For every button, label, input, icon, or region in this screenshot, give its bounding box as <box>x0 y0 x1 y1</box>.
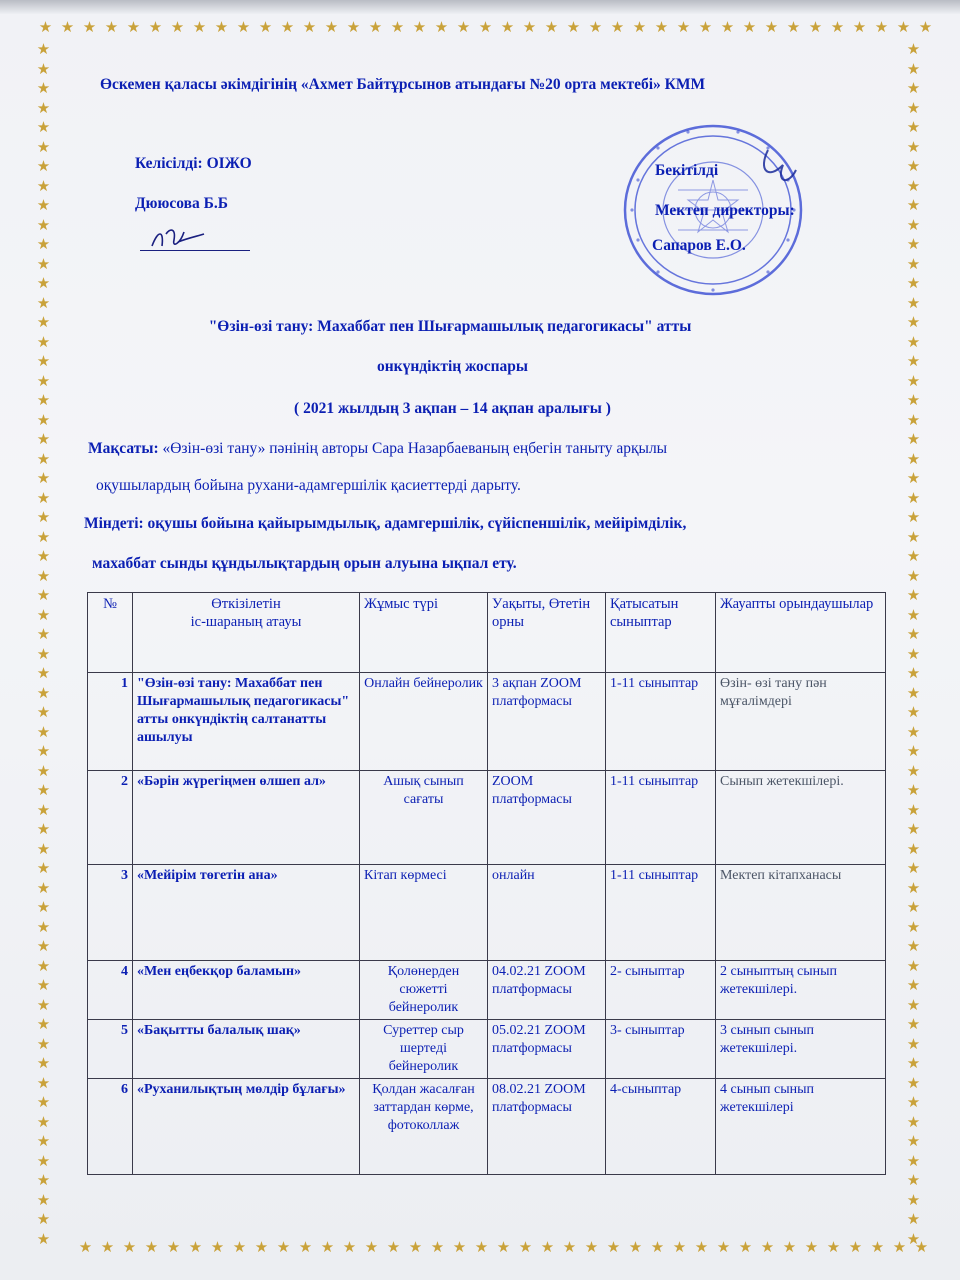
star-ornament: ★ <box>906 157 921 175</box>
row-num: 4 <box>88 961 133 1020</box>
row-name: «Бақытты балалық шақ» <box>133 1020 360 1079</box>
star-ornament: ★ <box>144 1238 159 1256</box>
row-name: «Руханилықтың мөлдір бұлағы» <box>133 1079 360 1175</box>
star-ornament: ★ <box>906 1229 921 1248</box>
star-ornament: ★ <box>36 98 51 117</box>
star-ornament: ★ <box>892 1238 907 1256</box>
star-ornament: ★ <box>698 18 713 36</box>
star-ornament: ★ <box>808 18 823 36</box>
star-ornament: ★ <box>36 683 51 702</box>
star-ornament: ★ <box>786 18 801 36</box>
star-ornament: ★ <box>870 1238 885 1256</box>
star-ornament: ★ <box>456 18 471 36</box>
star-ornament: ★ <box>906 313 921 331</box>
star-ornament: ★ <box>906 839 921 858</box>
star-ornament: ★ <box>36 137 51 156</box>
row-resp: 3 сынып сынып жетекшілері. <box>716 1020 886 1079</box>
star-ornament: ★ <box>826 1238 841 1256</box>
star-ornament: ★ <box>906 703 921 721</box>
star-ornament: ★ <box>36 547 51 565</box>
row-type: Қолөнерден сюжетті бейнеролик <box>360 961 488 1020</box>
signature-line <box>140 250 250 251</box>
star-ornament: ★ <box>906 371 921 390</box>
row-name: «Мен еңбекқор баламын» <box>133 961 360 1020</box>
star-ornament: ★ <box>36 118 51 136</box>
star-ornament: ★ <box>36 215 51 234</box>
star-ornament: ★ <box>36 469 51 487</box>
star-ornament: ★ <box>906 683 921 702</box>
star-ornament: ★ <box>906 937 921 955</box>
star-ornament: ★ <box>906 430 921 448</box>
star-ornament: ★ <box>36 196 51 214</box>
star-ornament: ★ <box>906 274 921 292</box>
star-ornament: ★ <box>906 508 921 526</box>
star-ornament: ★ <box>320 1238 335 1256</box>
row-classes: 4-сыныптар <box>606 1079 716 1175</box>
star-ornament: ★ <box>906 956 921 975</box>
star-ornament: ★ <box>906 137 921 156</box>
task-line1 <box>84 515 686 533</box>
star-ornament: ★ <box>36 1151 51 1170</box>
row-type: Кітап көрмесі <box>360 865 488 961</box>
star-ornament: ★ <box>654 18 669 36</box>
star-ornament: ★ <box>906 469 921 487</box>
star-ornament: ★ <box>36 956 51 975</box>
star-ornament: ★ <box>848 1238 863 1256</box>
star-ornament: ★ <box>906 196 921 214</box>
star-ornament: ★ <box>78 1238 93 1256</box>
row-name: «Бәрін жүрегіңмен өлшеп ал» <box>133 771 360 865</box>
star-ornament: ★ <box>906 59 921 78</box>
star-ornament: ★ <box>254 1238 269 1256</box>
row-classes: 3- сыныптар <box>606 1020 716 1079</box>
star-ornament: ★ <box>170 18 185 36</box>
star-ornament: ★ <box>804 1238 819 1256</box>
star-ornament: ★ <box>100 1238 115 1256</box>
plan-title-line1: "Өзін-өзі тану: Махаббат пен Шығармашылық педагогикасы" атты <box>208 318 692 335</box>
star-ornament: ★ <box>522 18 537 36</box>
star-ornament: ★ <box>906 995 921 1014</box>
star-ornament: ★ <box>36 254 51 273</box>
star-ornament: ★ <box>324 18 339 36</box>
star-ornament: ★ <box>36 1229 51 1248</box>
row-num: 2 <box>88 771 133 865</box>
star-ornament: ★ <box>540 1238 555 1256</box>
star-ornament: ★ <box>906 605 921 624</box>
table-row <box>88 1079 886 1175</box>
star-ornament: ★ <box>906 215 921 234</box>
row-classes: 1-11 сыныптар <box>606 673 716 771</box>
star-ornament: ★ <box>236 18 251 36</box>
header-name-line1: Өткізілетін <box>211 596 281 612</box>
star-ornament: ★ <box>906 332 921 351</box>
signature-left <box>148 226 208 252</box>
row-resp: 2 сыныптың сынып жетекшілері. <box>716 961 886 1020</box>
star-ornament: ★ <box>276 1238 291 1256</box>
star-ornament: ★ <box>906 1151 921 1170</box>
star-ornament: ★ <box>36 859 51 877</box>
star-ornament: ★ <box>906 1132 921 1150</box>
row-time: 04.02.21 ZOOM платформасы <box>488 961 606 1020</box>
star-ornament: ★ <box>36 449 51 468</box>
star-ornament: ★ <box>906 176 921 195</box>
row-classes: 1-11 сыныптар <box>606 865 716 961</box>
star-ornament: ★ <box>36 742 51 760</box>
row-name: «Мейірім төгетін ана» <box>133 865 360 961</box>
star-ornament: ★ <box>562 1238 577 1256</box>
star-ornament: ★ <box>906 410 921 429</box>
star-ornament: ★ <box>36 313 51 331</box>
star-ornament: ★ <box>36 79 51 97</box>
row-resp: Өзін- өзі тану пән мұғалімдері <box>716 673 886 771</box>
director-label: Мектеп директоры: <box>655 202 795 219</box>
row-num: 6 <box>88 1079 133 1175</box>
row-time: 3 ақпан ZOOM платформасы <box>488 673 606 771</box>
director-name: Сапаров Е.О. <box>652 237 746 254</box>
star-ornament: ★ <box>906 1054 921 1072</box>
page-top-shadow <box>0 0 960 14</box>
header-classes: Қатысатын сыныптар <box>606 593 716 673</box>
row-num: 1 <box>88 673 133 771</box>
star-ornament: ★ <box>188 1238 203 1256</box>
star-ornament: ★ <box>906 742 921 760</box>
header-name <box>133 593 360 673</box>
star-ornament: ★ <box>280 18 295 36</box>
star-ornament: ★ <box>906 1210 921 1228</box>
plan-title-line2: онкүндіктің жоспары <box>377 358 528 375</box>
goal-text2: оқушылардың бойына рухани-адамгершілік қасиеттерді дарыту. <box>96 477 521 494</box>
star-ornament: ★ <box>716 1238 731 1256</box>
star-ornament: ★ <box>430 1238 445 1256</box>
star-ornament: ★ <box>36 430 51 448</box>
row-num: 3 <box>88 865 133 961</box>
star-ornament: ★ <box>36 1073 51 1092</box>
star-ornament: ★ <box>126 18 141 36</box>
row-time: 05.02.21 ZOOM платформасы <box>488 1020 606 1079</box>
star-ornament: ★ <box>36 352 51 370</box>
star-ornament: ★ <box>36 625 51 643</box>
star-ornament: ★ <box>478 18 493 36</box>
header-time: Уақыты, Өтетін орны <box>488 593 606 673</box>
star-ornament: ★ <box>36 800 51 819</box>
star-ornament: ★ <box>906 722 921 741</box>
star-ornament: ★ <box>906 1171 921 1189</box>
row-type: Онлайн бейнеролик <box>360 673 488 771</box>
agreed-name: Дююсова Б.Б <box>135 195 228 212</box>
header-name-line2: іс-шараның атауы <box>190 614 302 630</box>
star-ornament: ★ <box>38 18 53 36</box>
row-time: 08.02.21 ZOOM платформасы <box>488 1079 606 1175</box>
star-ornament: ★ <box>650 1238 665 1256</box>
star-ornament: ★ <box>584 1238 599 1256</box>
star-ornament: ★ <box>36 176 51 195</box>
star-ornament: ★ <box>36 508 51 526</box>
row-type: Қолдан жасалған заттардан көрме, фотоколлаж <box>360 1079 488 1175</box>
row-type: Суреттер сыр шертеді бейнеролик <box>360 1020 488 1079</box>
star-ornament: ★ <box>36 410 51 429</box>
row-num: 5 <box>88 1020 133 1079</box>
star-ornament: ★ <box>610 18 625 36</box>
star-ornament: ★ <box>302 18 317 36</box>
star-ornament: ★ <box>36 371 51 390</box>
star-ornament: ★ <box>36 1112 51 1131</box>
goal-label: Мақсаты: <box>88 440 159 457</box>
star-ornament: ★ <box>544 18 559 36</box>
star-ornament: ★ <box>906 1112 921 1131</box>
task-label: Міндеті: <box>84 515 144 532</box>
star-ornament: ★ <box>474 1238 489 1256</box>
star-ornament: ★ <box>906 1093 921 1111</box>
star-ornament: ★ <box>36 274 51 292</box>
row-classes: 2- сыныптар <box>606 961 716 1020</box>
header-resp: Жауапты орындаушылар <box>716 593 886 673</box>
star-ornament: ★ <box>36 391 51 409</box>
star-ornament: ★ <box>906 1190 921 1209</box>
star-ornament: ★ <box>36 1171 51 1189</box>
star-ornament: ★ <box>906 235 921 253</box>
star-ornament: ★ <box>36 1210 51 1228</box>
star-ornament: ★ <box>36 937 51 955</box>
star-ornament: ★ <box>36 976 51 994</box>
star-ornament: ★ <box>210 1238 225 1256</box>
star-ornament: ★ <box>500 18 515 36</box>
table-row <box>88 673 886 771</box>
star-ornament: ★ <box>672 1238 687 1256</box>
star-ornament: ★ <box>782 1238 797 1256</box>
star-ornament: ★ <box>148 18 163 36</box>
star-ornament: ★ <box>36 839 51 858</box>
star-ornament: ★ <box>918 18 933 36</box>
star-ornament: ★ <box>676 18 691 36</box>
star-ornament: ★ <box>906 1015 921 1033</box>
star-ornament: ★ <box>566 18 581 36</box>
star-ornament: ★ <box>36 1093 51 1111</box>
star-ornament: ★ <box>606 1238 621 1256</box>
star-ornament: ★ <box>906 664 921 682</box>
star-ornament: ★ <box>364 1238 379 1256</box>
star-ornament: ★ <box>906 820 921 838</box>
row-time: онлайн <box>488 865 606 961</box>
star-ornament: ★ <box>628 1238 643 1256</box>
row-time: ZOOM платформасы <box>488 771 606 865</box>
star-ornament: ★ <box>104 18 119 36</box>
star-ornament: ★ <box>632 18 647 36</box>
star-ornament: ★ <box>36 605 51 624</box>
star-ornament: ★ <box>36 293 51 312</box>
star-ornament: ★ <box>36 59 51 78</box>
star-ornament: ★ <box>36 644 51 663</box>
star-ornament: ★ <box>36 1034 51 1053</box>
star-ornament: ★ <box>906 352 921 370</box>
star-ornament: ★ <box>906 527 921 546</box>
star-ornament: ★ <box>36 1054 51 1072</box>
star-ornament: ★ <box>258 18 273 36</box>
task-text2: махаббат сынды құндылықтардың орын алуына ықпал ету. <box>92 555 517 572</box>
header-num: № <box>88 593 133 673</box>
task-text1: оқушы бойына қайырымдылық, адамгершілік, сүйіспеншілік, мейірімділік, <box>147 515 687 532</box>
star-ornament: ★ <box>36 1132 51 1150</box>
star-ornament: ★ <box>694 1238 709 1256</box>
plan-title-line3: ( 2021 жылдың 3 ақпан – 14 ақпан аралығы ) <box>294 400 611 417</box>
star-ornament: ★ <box>518 1238 533 1256</box>
star-ornament: ★ <box>760 1238 775 1256</box>
star-ornament: ★ <box>342 1238 357 1256</box>
star-ornament: ★ <box>214 18 229 36</box>
star-ornament: ★ <box>764 18 779 36</box>
star-ornament: ★ <box>588 18 603 36</box>
star-ornament: ★ <box>36 527 51 546</box>
star-ornament: ★ <box>82 18 97 36</box>
table-header-row <box>88 593 886 673</box>
star-ornament: ★ <box>906 566 921 585</box>
star-ornament: ★ <box>36 157 51 175</box>
star-ornament: ★ <box>36 566 51 585</box>
star-ornament: ★ <box>906 391 921 409</box>
goal-line1 <box>88 440 667 458</box>
star-ornament: ★ <box>368 18 383 36</box>
table-row <box>88 771 886 865</box>
star-ornament: ★ <box>390 18 405 36</box>
star-ornament: ★ <box>906 1073 921 1092</box>
star-ornament: ★ <box>36 235 51 253</box>
star-ornament: ★ <box>906 449 921 468</box>
star-ornament: ★ <box>720 18 735 36</box>
star-ornament: ★ <box>742 18 757 36</box>
star-ornament: ★ <box>906 761 921 780</box>
star-ornament: ★ <box>874 18 889 36</box>
star-ornament: ★ <box>386 1238 401 1256</box>
star-ornament: ★ <box>298 1238 313 1256</box>
star-ornament: ★ <box>496 1238 511 1256</box>
star-ornament: ★ <box>896 18 911 36</box>
row-name: "Өзін-өзі тану: Махаббат пен Шығармашылық педагогикасы" атты онкүндіктің салтанатты ашылуы <box>133 673 360 771</box>
star-ornament: ★ <box>914 1238 929 1256</box>
star-ornament: ★ <box>36 586 51 604</box>
star-ornament: ★ <box>192 18 207 36</box>
agreed-label: Келісілді: ОІЖО <box>135 155 252 172</box>
star-ornament: ★ <box>36 917 51 936</box>
table-row <box>88 865 886 961</box>
star-ornament: ★ <box>906 781 921 799</box>
star-ornament: ★ <box>906 293 921 312</box>
star-ornament: ★ <box>36 995 51 1014</box>
star-ornament: ★ <box>36 761 51 780</box>
star-ornament: ★ <box>906 625 921 643</box>
star-ornament: ★ <box>36 781 51 799</box>
star-ornament: ★ <box>408 1238 423 1256</box>
star-ornament: ★ <box>906 118 921 136</box>
star-ornament: ★ <box>232 1238 247 1256</box>
star-ornament: ★ <box>36 488 51 507</box>
star-ornament: ★ <box>906 898 921 916</box>
table-row <box>88 1020 886 1079</box>
star-ornament: ★ <box>906 547 921 565</box>
header-type: Жұмыс түрі <box>360 593 488 673</box>
star-ornament: ★ <box>906 79 921 97</box>
goal-text1: «Өзін-өзі тану» пәнінің авторы Сара Назарбаеваның еңбегін таныту арқылы <box>162 440 668 457</box>
star-ornament: ★ <box>906 40 921 58</box>
star-ornament: ★ <box>906 800 921 819</box>
star-ornament: ★ <box>830 18 845 36</box>
star-ornament: ★ <box>36 898 51 916</box>
star-ornament: ★ <box>906 254 921 273</box>
star-ornament: ★ <box>36 722 51 741</box>
school-header: Өскемен қаласы әкімдігінің «Ахмет Байтұрсынов атындағы №20 орта мектебі» КММ <box>100 76 706 93</box>
star-ornament: ★ <box>36 332 51 351</box>
star-ornament: ★ <box>36 878 51 897</box>
star-ornament: ★ <box>906 976 921 994</box>
row-resp: Сынып жетекшілері. <box>716 771 886 865</box>
star-ornament: ★ <box>36 1190 51 1209</box>
star-ornament: ★ <box>36 1015 51 1033</box>
star-ornament: ★ <box>906 878 921 897</box>
star-ornament: ★ <box>906 586 921 604</box>
row-resp: Мектеп кітапханасы <box>716 865 886 961</box>
star-ornament: ★ <box>36 820 51 838</box>
star-ornament: ★ <box>412 18 427 36</box>
star-ornament: ★ <box>452 1238 467 1256</box>
star-ornament: ★ <box>738 1238 753 1256</box>
star-ornament: ★ <box>122 1238 137 1256</box>
plan-table <box>87 592 886 1175</box>
row-resp: 4 сынып сынып жетекшілері <box>716 1079 886 1175</box>
star-ornament: ★ <box>36 40 51 58</box>
star-ornament: ★ <box>906 488 921 507</box>
star-ornament: ★ <box>906 1034 921 1053</box>
star-ornament: ★ <box>60 18 75 36</box>
star-ornament: ★ <box>906 859 921 877</box>
row-type: Ашық сынып сағаты <box>360 771 488 865</box>
table-row <box>88 961 886 1020</box>
approved-label: Бекітілді <box>655 162 719 179</box>
star-ornament: ★ <box>346 18 361 36</box>
star-ornament: ★ <box>36 703 51 721</box>
star-ornament: ★ <box>36 664 51 682</box>
star-ornament: ★ <box>166 1238 181 1256</box>
star-ornament: ★ <box>434 18 449 36</box>
star-ornament: ★ <box>906 917 921 936</box>
star-ornament: ★ <box>906 644 921 663</box>
row-classes: 1-11 сыныптар <box>606 771 716 865</box>
star-ornament: ★ <box>906 98 921 117</box>
star-ornament: ★ <box>852 18 867 36</box>
